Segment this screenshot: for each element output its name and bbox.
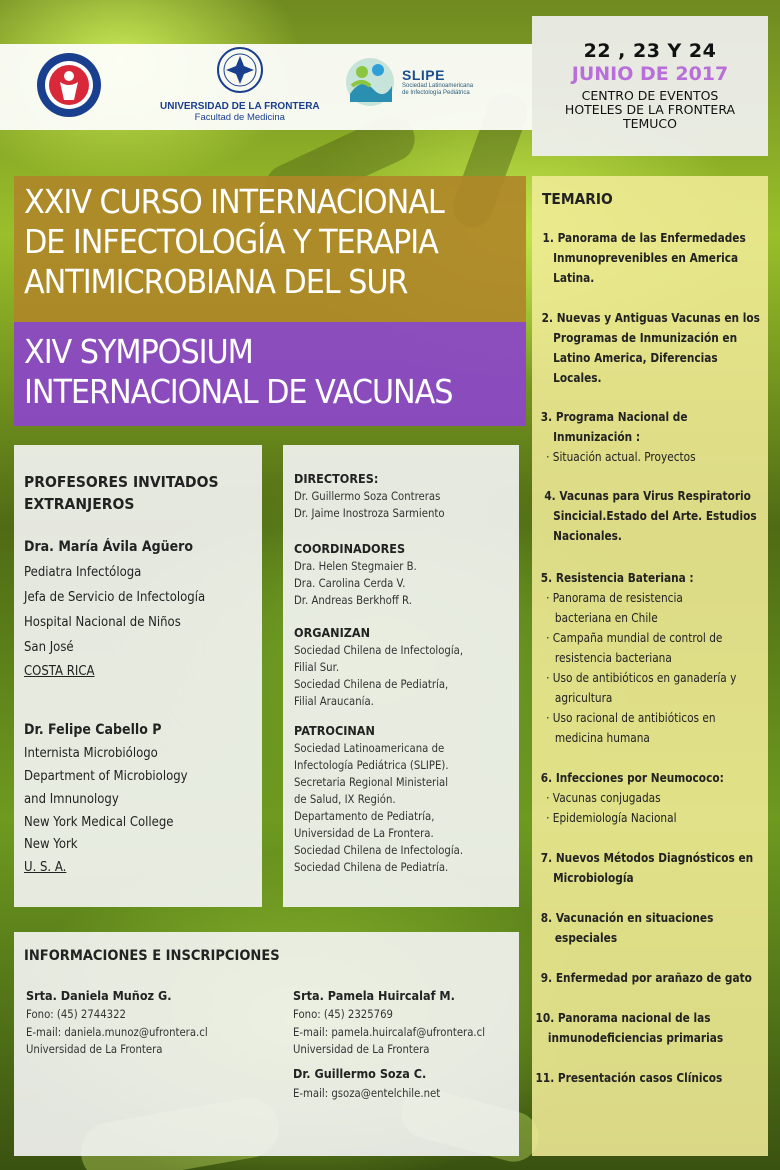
profesores-title <box>24 471 219 515</box>
topic-subitem: · Uso de antibióticos en ganadería y <box>546 671 737 685</box>
professor-detail: New York <box>24 837 78 852</box>
professor-detail: New York Medical College <box>24 815 174 830</box>
topic-continuation: Microbiología <box>553 871 634 885</box>
professor-name: Dr. Felipe Cabello P <box>24 722 162 738</box>
topic-continuation: Inmunoprevenibles en America <box>553 251 739 265</box>
topic-heading: 6. Infecciones por Neumococo: <box>540 771 724 785</box>
topic-continuation: Inmunización : <box>553 430 641 444</box>
directores-panel <box>283 445 519 907</box>
temario-topic <box>532 1068 768 1088</box>
patrocinan-line: de Salud, IX Región. <box>294 792 396 806</box>
topic-subitem: · Uso racional de antibióticos en <box>546 711 716 725</box>
contact-affiliation: Universidad de La Frontera <box>293 1042 430 1056</box>
temario-title: TEMARIO <box>542 190 613 208</box>
symposium-title-banner <box>14 322 526 426</box>
temario-topic <box>532 1008 768 1048</box>
contact-email[interactable]: E-mail: gsoza@entelchile.net <box>293 1086 441 1100</box>
topic-subitem: resistencia bacteriana <box>554 651 672 665</box>
topic-subitem: bacteriana en Chile <box>554 611 658 625</box>
event-month: JUNIO DE 2017 <box>571 63 729 85</box>
event-date-box <box>532 16 768 156</box>
temario-topic <box>532 228 768 288</box>
contact-name: Srta. Daniela Muñoz G. <box>26 988 172 1003</box>
contact-phone: Fono: (45) 2744322 <box>26 1007 126 1021</box>
profesores-title-line: EXTRANJEROS <box>24 495 135 513</box>
event-venue <box>532 89 768 131</box>
directores-line: Dr. Jaime Inostroza Sarmiento <box>294 506 445 520</box>
topic-continuation: Programas de Inmunización en <box>553 331 738 345</box>
topic-heading: 1. Panorama de las Enfermedades <box>542 231 746 245</box>
topic-heading: 4. Vacunas para Virus Respiratorio <box>544 489 751 503</box>
topic-heading: 8. Vacunación en situaciones <box>540 911 714 925</box>
topic-subitem: · Panorama de resistencia <box>546 591 683 605</box>
professor-country: U. S. A. <box>24 860 67 875</box>
sochipe-emblem-icon <box>36 52 102 118</box>
patrocinan-line: Secretaria Regional Ministerial <box>294 775 449 789</box>
temario-topic <box>532 407 768 467</box>
professor-detail: Internista Microbiólogo <box>24 746 158 761</box>
temario-topic <box>532 908 768 948</box>
patrocinan-line: Sociedad Latinoamericana de <box>294 741 445 755</box>
organizan-line: Sociedad Chilena de Infectología, <box>294 643 464 657</box>
venue-line: TEMUCO <box>622 116 678 131</box>
topic-subitem: agricultura <box>554 691 613 705</box>
topic-heading: 3. Programa Nacional de <box>540 410 688 424</box>
patrocinan-line: Departamento de Pediatría, <box>294 809 435 823</box>
topic-subitem: medicina humana <box>554 731 650 745</box>
topic-subitem: · Vacunas conjugadas <box>546 791 661 805</box>
patrocinan-line: Infectología Pediátrica (SLIPE). <box>294 758 449 772</box>
professor-detail: Pediatra Infectóloga <box>24 565 142 580</box>
organizan-line: Sociedad Chilena de Pediatría, <box>294 677 449 691</box>
ufro-faculty: Facultad de Medicina <box>194 112 285 123</box>
topic-heading: 10. Panorama nacional de las <box>535 1011 711 1025</box>
informaciones-panel <box>14 932 519 1156</box>
symposium-title-line: XIV SYMPOSIUM <box>24 332 253 371</box>
topic-subitem: · Situación actual. Proyectos <box>546 450 696 464</box>
patrocinan-line: Universidad de La Frontera. <box>294 826 434 840</box>
sochipe-logo <box>36 52 102 118</box>
professor-detail: San José <box>24 640 74 655</box>
topic-continuation: Sincicial.Estado del Arte. Estudios <box>553 509 757 523</box>
temario-topic <box>532 848 768 888</box>
course-title-banner <box>14 176 526 322</box>
topic-continuation: especiales <box>554 931 618 945</box>
ufro-name: UNIVERSIDAD DE LA FRONTERA <box>160 101 320 112</box>
patrocinan-heading: PATROCINAN <box>294 723 375 738</box>
slipe-subtitle: Sociedad Latinoamericana de Infectología Pediátrica <box>402 83 474 96</box>
contact-name: Srta. Pamela Huircalaf M. <box>293 988 455 1003</box>
patrocinan-line: Sociedad Chilena de Infectología. <box>294 843 464 857</box>
course-title-line: XXIV CURSO INTERNACIONAL <box>24 182 444 221</box>
coordinadores-line: Dr. Andreas Berkhoff R. <box>294 593 412 607</box>
contact-affiliation: Universidad de La Frontera <box>26 1042 163 1056</box>
topic-heading: 5. Resistencia Bateriana : <box>540 571 694 585</box>
symposium-title-line: INTERNACIONAL DE VACUNAS <box>24 372 453 411</box>
profesores-title-line: PROFESORES INVITADOS <box>24 473 219 491</box>
slipe-emblem-icon <box>344 56 396 108</box>
professor-country: COSTA RICA <box>24 664 95 679</box>
patrocinan-line: Sociedad Chilena de Pediatría. <box>294 860 449 874</box>
organizan-heading: ORGANIZAN <box>294 625 371 640</box>
ufro-logo <box>160 46 320 123</box>
topic-subitem: · Campaña mundial de control de <box>546 631 723 645</box>
temario-topic <box>532 768 768 828</box>
topic-heading: 2. Nuevas y Antiguas Vacunas en los <box>541 311 760 325</box>
professor-detail: Hospital Nacional de Niños <box>24 615 181 630</box>
topic-heading: 11. Presentación casos Clínicos <box>535 1071 723 1085</box>
logo-strip <box>0 44 532 130</box>
topic-continuation: Nacionales. <box>553 529 622 543</box>
contact-name: Dr. Guillermo Soza C. <box>293 1066 427 1081</box>
course-title-line: ANTIMICROBIANA DEL SUR <box>24 262 408 301</box>
topic-continuation: Latino America, Diferencias <box>553 351 718 365</box>
topic-subitem: · Epidemiología Nacional <box>546 811 677 825</box>
professor-detail: Jefa de Servicio de Infectología <box>24 590 206 605</box>
venue-line: HOTELES DE LA FRONTERA <box>564 102 736 117</box>
temario-topic <box>532 968 768 988</box>
temario-panel <box>532 176 768 1156</box>
informaciones-title: INFORMACIONES E INSCRIPCIONES <box>24 948 280 964</box>
contact-email[interactable]: E-mail: pamela.huircalaf@ufrontera.cl <box>293 1025 486 1039</box>
topic-heading: 7. Nuevos Métodos Diagnósticos en <box>540 851 754 865</box>
professor-detail: Department of Microbiology <box>24 769 188 784</box>
organizan-line: Filial Araucanía. <box>294 694 374 708</box>
temario-topic <box>532 568 768 748</box>
ufro-seal-icon <box>216 46 264 98</box>
topic-heading: 9. Enfermedad por arañazo de gato <box>540 971 752 985</box>
temario-topic <box>532 308 768 388</box>
contact-email[interactable]: E-mail: daniela.munoz@ufrontera.cl <box>26 1025 208 1039</box>
topic-continuation: Latina. <box>553 271 595 285</box>
topic-continuation: Locales. <box>553 371 602 385</box>
professor-detail: and Imnunology <box>24 792 119 807</box>
temario-topic <box>532 486 768 546</box>
course-title-line: DE INFECTOLOGÍA Y TERAPIA <box>24 222 438 261</box>
slipe-logo <box>344 56 478 108</box>
profesores-panel <box>14 445 262 907</box>
professor-name: Dra. María Ávila Agüero <box>24 539 194 555</box>
coordinadores-line: Dra. Helen Stegmaier B. <box>294 559 417 573</box>
coordinadores-line: Dra. Carolina Cerda V. <box>294 576 406 590</box>
event-days: 22 , 23 Y 24 <box>583 40 717 62</box>
slipe-name: SLIPE <box>402 67 445 83</box>
organizan-line: Filial Sur. <box>294 660 340 674</box>
directores-line: Dr. Guillermo Soza Contreras <box>294 489 441 503</box>
venue-line: CENTRO DE EVENTOS <box>581 88 719 103</box>
coordinadores-heading: COORDINADORES <box>294 541 406 556</box>
topic-continuation: inmunodeficiencias primarias <box>547 1031 724 1045</box>
contact-phone: Fono: (45) 2325769 <box>293 1007 393 1021</box>
directores-heading: DIRECTORES: <box>294 471 379 486</box>
